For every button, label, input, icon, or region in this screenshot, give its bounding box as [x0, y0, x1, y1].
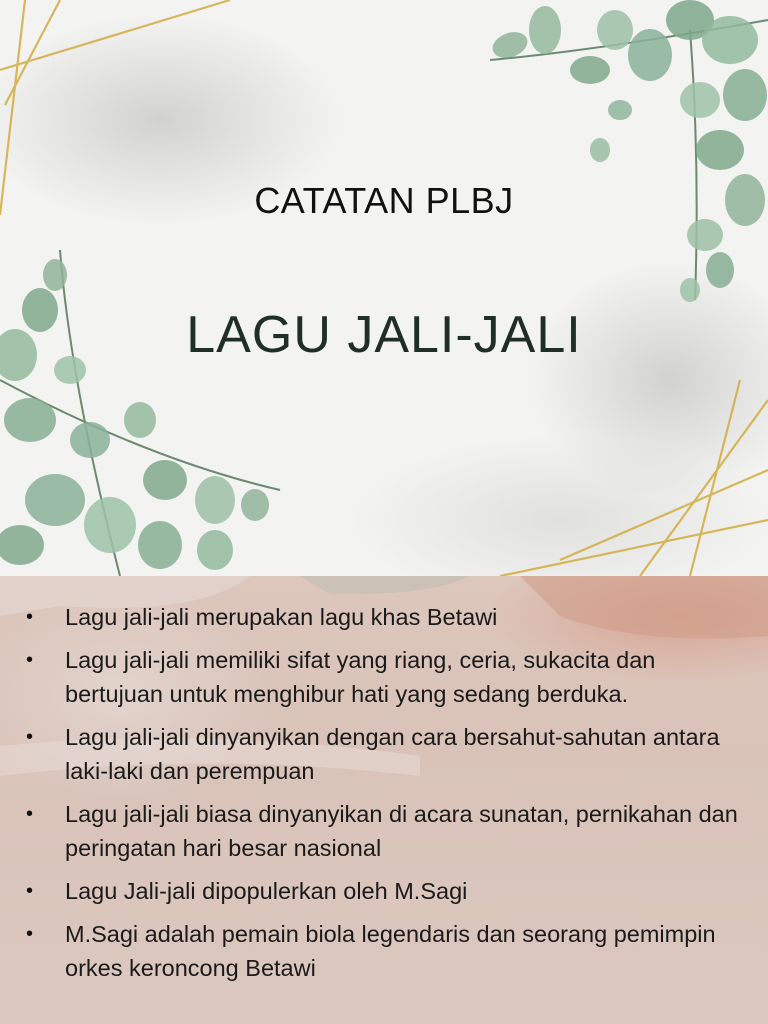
list-item: • Lagu jali-jali biasa dinyanyikan di acara sunatan, pernikahan dan peringatan hari besar nasional: [24, 797, 754, 865]
bullet-icon: •: [26, 803, 34, 825]
content-slide: [0, 576, 768, 1024]
list-item: • Lagu Jali-jali dipopulerkan oleh M.Sagi: [24, 874, 754, 908]
slide-title: CATATAN PLBJ: [254, 180, 514, 221]
bullet-icon: •: [26, 649, 34, 671]
bullet-icon: •: [26, 880, 34, 902]
slide-subtitle: LAGU JALI-JALI: [186, 306, 582, 364]
list-item: • Lagu jali-jali memiliki sifat yang riang, ceria, sukacita dan bertujuan untuk menghibur hati yang sedang berduka.: [24, 643, 754, 711]
bullet-icon: •: [26, 923, 34, 945]
list-item: • Lagu jali-jali dinyanyikan dengan cara bersahut-sahutan antara laki-laki dan perempuan: [24, 720, 754, 788]
bullet-list: [24, 600, 754, 994]
list-item: • M.Sagi adalah pemain biola legendaris dan seorang pemimpin orkes keroncong Betawi: [24, 917, 754, 985]
top-right-leaves: [489, 0, 768, 302]
bullet-icon: •: [26, 726, 34, 748]
list-item: • Lagu jali-jali merupakan lagu khas Betawi: [24, 600, 754, 634]
bottom-left-leaves: [0, 250, 280, 576]
bullet-icon: •: [26, 606, 34, 628]
